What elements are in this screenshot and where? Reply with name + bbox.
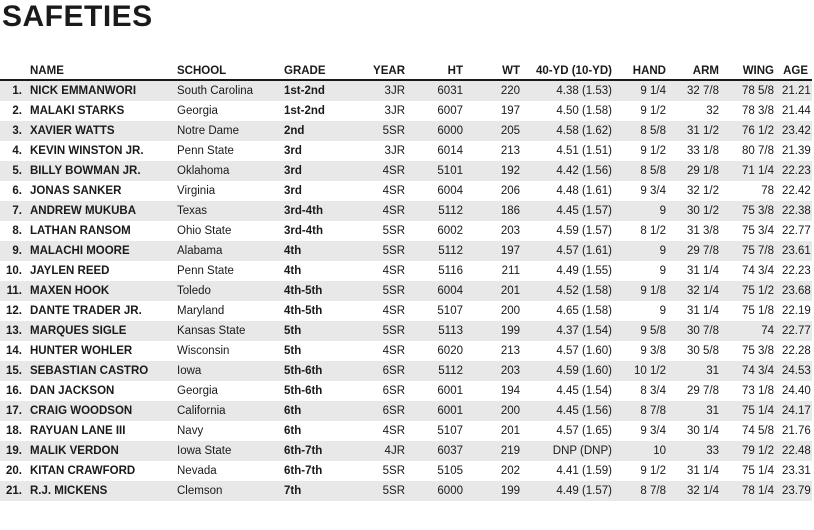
cell-weight: 194 [500,385,520,397]
cell-arm: 31 1/2 [670,121,723,141]
cell-grade: 3rd [284,185,302,197]
table-row [0,101,812,121]
cell-forty: 4.52 (1.58) [524,281,616,301]
cell-name: LATHAN RANSOM [30,225,131,237]
cell-grade: 6th [280,401,350,421]
cell-hand: 9 [616,201,670,221]
cell-hand: 10 1/2 [616,361,670,381]
cell-weight: 213 [500,145,520,157]
cell-year: 6SR [350,361,409,381]
cell-height: 6001 [409,401,467,421]
cell-wing: 75 1/4 [742,465,774,477]
table-row [0,121,812,141]
cell-forty: 4.58 (1.62) [524,121,616,141]
cell-grade: 3rd-4th [284,225,323,237]
cell-height: 5112 [409,201,467,221]
cell-weight: 219 [467,441,524,461]
cell-arm: 29 7/8 [670,241,723,261]
cell-forty: 4.45 (1.57) [524,201,616,221]
cell-grade: 1st-2nd [280,80,350,101]
table-row [0,281,812,301]
cell-forty: DNP (DNP) [524,441,616,461]
cell-hand: 9 5/8 [616,321,670,341]
table-row [0,181,812,201]
cell-age: 21.39 [782,145,811,157]
cell-grade: 2nd [280,121,350,141]
cell-year: 5SR [350,121,409,141]
cell-year: 5SR [350,281,409,301]
cell-rank: 9. [0,241,26,261]
cell-wing: 73 1/8 [742,385,774,397]
cell-school: Maryland [177,305,225,317]
cell-arm: 31 [670,361,723,381]
cell-forty: 4.57 (1.65) [556,425,612,437]
cell-hand: 9 [659,305,666,317]
cell-school: Virginia [177,185,216,197]
cell-name: JONAS SANKER [30,185,122,197]
cell-height: 5112 [409,241,467,261]
cell-forty: 4.65 (1.58) [556,305,612,317]
cell-age: 22.28 [782,345,811,357]
cell-forty: 4.41 (1.59) [556,465,612,477]
cell-age: 23.42 [778,121,812,141]
cell-rank: 13. [0,321,26,341]
cell-rank: 10. [6,265,22,277]
cell-weight: 186 [467,201,524,221]
cell-year: 4SR [382,305,405,317]
table-row [0,381,812,401]
cell-rank: 1. [0,80,26,101]
cell-hand: 9 3/8 [640,345,666,357]
cell-school: South Carolina [173,80,280,101]
table-row [0,301,812,321]
cell-wing: 78 [761,185,774,197]
cell-school: Wisconsin [177,345,230,357]
cell-name: NICK EMMANWORI [26,80,173,101]
cell-grade: 6th-7th [280,441,350,461]
cell-grade: 6th-7th [284,465,323,477]
cell-name: BILLY BOWMAN JR. [26,161,173,181]
cell-year: 4SR [382,185,405,197]
cell-school: Ohio State [177,225,232,237]
cell-weight: 211 [501,265,520,277]
cell-name: JAYLEN REED [30,265,110,277]
safeties-table [0,62,812,501]
cell-school: Georgia [177,105,218,117]
cell-height: 6001 [437,385,463,397]
cell-name: MARQUES SIGLE [26,321,173,341]
cell-school: Clemson [173,481,280,501]
cell-arm: 31 1/4 [687,305,719,317]
cell-age: 22.42 [782,185,811,197]
header-forty: 40-YD (10-YD) [524,62,616,80]
cell-height: 5112 [409,361,467,381]
cell-height: 6020 [437,345,463,357]
table-row [0,361,812,381]
cell-school: Iowa State [173,441,280,461]
cell-hand: 9 1/8 [616,281,670,301]
cell-age: 23.79 [778,481,812,501]
cell-arm: 32 [706,105,719,117]
cell-forty: 4.48 (1.61) [556,185,612,197]
cell-rank: 19. [0,441,26,461]
cell-height: 5105 [437,465,463,477]
cell-rank: 7. [0,201,26,221]
cell-forty: 4.50 (1.58) [556,105,612,117]
cell-name: MALIK VERDON [26,441,173,461]
cell-wing: 75 1/8 [742,305,774,317]
cell-arm: 33 [670,441,723,461]
cell-year: 4SR [382,345,405,357]
cell-wing: 78 3/8 [742,105,774,117]
cell-grade: 7th [280,481,350,501]
cell-age: 22.48 [778,441,812,461]
table-row [0,241,812,261]
cell-arm: 30 7/8 [670,321,723,341]
cell-rank: 16. [6,385,22,397]
cell-name: R.J. MICKENS [26,481,173,501]
cell-age: 23.31 [782,465,811,477]
cell-hand: 8 7/8 [616,481,670,501]
cell-height: 6037 [409,441,467,461]
cell-arm: 32 1/4 [670,481,723,501]
cell-school: Kansas State [173,321,280,341]
header-year: YEAR [350,62,409,80]
cell-year: 3JR [350,80,409,101]
cell-arm: 30 1/4 [687,425,719,437]
cell-wing: 75 3/8 [723,201,778,221]
cell-weight: 201 [467,281,524,301]
table-row [0,141,812,161]
cell-year: 5SR [350,481,409,501]
cell-hand: 8 5/8 [616,161,670,181]
cell-arm: 31 3/8 [687,225,719,237]
cell-school: Oklahoma [173,161,280,181]
cell-height: 5113 [409,321,467,341]
cell-age: 21.76 [782,425,811,437]
table-row [0,401,812,421]
cell-hand: 9 1/4 [616,80,670,101]
cell-forty: 4.59 (1.57) [556,225,612,237]
cell-year: 6SR [350,401,409,421]
cell-grade: 3rd [284,145,302,157]
cell-wing: 74 [723,321,778,341]
cell-grade: 6th [284,425,302,437]
cell-rank: 12. [6,305,22,317]
cell-grade: 4th [280,241,350,261]
cell-wing: 75 3/4 [742,225,774,237]
cell-school: Navy [177,425,204,437]
cell-arm: 29 7/8 [687,385,719,397]
cell-height: 5116 [438,265,463,277]
header-age: AGE [778,62,812,80]
cell-height: 5107 [437,425,463,437]
cell-rank: 21. [0,481,26,501]
cell-weight: 202 [500,465,520,477]
cell-forty: 4.49 (1.57) [524,481,616,501]
cell-hand: 8 5/8 [616,121,670,141]
cell-grade: 5th [280,321,350,341]
cell-weight: 201 [500,425,520,437]
cell-year: 6SR [382,385,405,397]
table-row [0,161,812,181]
table-row [0,261,812,281]
cell-arm: 31 1/4 [687,265,719,277]
cell-weight: 200 [467,401,524,421]
cell-wing: 75 7/8 [723,241,778,261]
cell-wing: 71 1/4 [723,161,778,181]
cell-school: Alabama [173,241,280,261]
cell-year: 5SR [350,241,409,261]
header-wing: WING [723,62,778,80]
cell-rank: 3. [0,121,26,141]
cell-weight: 197 [500,105,520,117]
cell-age: 23.68 [778,281,812,301]
cell-name: MALACHI MOORE [26,241,173,261]
cell-height: 6007 [437,105,463,117]
cell-grade: 4th-5th [284,305,323,317]
table-row [0,341,812,361]
table-row [0,201,812,221]
cell-year: 5SR [382,465,405,477]
cell-height: 5101 [409,161,467,181]
cell-school: California [173,401,280,421]
cell-age: 24.17 [778,401,812,421]
table-row [0,421,812,441]
cell-school: Georgia [177,385,218,397]
cell-weight: 197 [467,241,524,261]
cell-hand: 9 3/4 [640,185,666,197]
table-row [0,321,812,341]
cell-grade: 4th-5th [280,281,350,301]
cell-weight: 213 [500,345,520,357]
cell-arm: 32 1/2 [687,185,719,197]
cell-height: 6000 [409,481,467,501]
cell-height: 6002 [437,225,463,237]
cell-year: 4SR [382,265,405,277]
cell-rank: 4. [12,145,22,157]
cell-weight: 203 [467,361,524,381]
cell-name: DANTE TRADER JR. [30,305,142,317]
cell-hand: 9 1/2 [640,145,666,157]
cell-forty: 4.51 (1.51) [556,145,612,157]
cell-name: SEBASTIAN CASTRO [26,361,173,381]
cell-forty: 4.45 (1.56) [524,401,616,421]
header-arm: ARM [670,62,723,80]
cell-height: 6004 [437,185,463,197]
cell-height: 6000 [409,121,467,141]
cell-arm: 32 1/4 [670,281,723,301]
table-row [0,221,812,241]
cell-rank: 11. [0,281,26,301]
cell-hand: 8 3/4 [640,385,666,397]
cell-weight: 203 [500,225,520,237]
cell-school: Toledo [173,281,280,301]
cell-weight: 192 [467,161,524,181]
cell-grade: 3rd-4th [280,201,350,221]
cell-grade: 5th-6th [280,361,350,381]
cell-age: 22.23 [782,265,811,277]
table-row [0,481,812,501]
page-title: SAFETIES [2,0,153,33]
cell-height: 6004 [409,281,467,301]
table-row [0,461,812,481]
cell-arm: 30 1/2 [670,201,723,221]
cell-arm: 30 5/8 [687,345,719,357]
cell-school: Penn State [177,265,234,277]
cell-age: 22.77 [782,225,811,237]
cell-year: 5SR [382,225,405,237]
cell-arm: 29 1/8 [670,161,723,181]
cell-rank: 14. [6,345,22,357]
cell-height: 6031 [409,80,467,101]
cell-rank: 17. [0,401,26,421]
cell-arm: 33 1/8 [687,145,719,157]
cell-weight: 199 [467,481,524,501]
cell-year: 3JR [384,105,405,117]
cell-age: 24.40 [782,385,811,397]
cell-arm: 32 7/8 [670,80,723,101]
cell-forty: 4.59 (1.60) [524,361,616,381]
cell-rank: 8. [12,225,22,237]
cell-rank: 15. [0,361,26,381]
cell-age: 21.21 [778,80,812,101]
cell-arm: 31 1/4 [687,465,719,477]
cell-age: 22.23 [778,161,812,181]
cell-forty: 4.45 (1.54) [556,385,612,397]
cell-year: 4JR [350,441,409,461]
cell-wing: 78 5/8 [723,80,778,101]
table-row [0,441,812,461]
cell-arm: 31 [670,401,723,421]
cell-height: 5107 [437,305,463,317]
cell-wing: 76 1/2 [723,121,778,141]
cell-name: KITAN CRAWFORD [30,465,136,477]
cell-rank: 20. [6,465,22,477]
cell-wing: 75 1/4 [723,401,778,421]
cell-wing: 74 5/8 [742,425,774,437]
cell-year: 5SR [350,321,409,341]
cell-forty: 4.57 (1.61) [524,241,616,261]
cell-weight: 220 [467,80,524,101]
cell-name: HUNTER WOHLER [30,345,133,357]
header-school: SCHOOL [173,62,280,80]
header-hand: HAND [616,62,670,80]
cell-name: MALAKI STARKS [30,105,125,117]
cell-wing: 74 3/4 [742,265,774,277]
cell-age: 22.77 [778,321,812,341]
cell-school: Notre Dame [173,121,280,141]
cell-age: 22.38 [778,201,812,221]
cell-grade: 5th [284,345,302,357]
cell-wing: 78 1/4 [723,481,778,501]
cell-weight: 205 [467,121,524,141]
cell-grade: 3rd [280,161,350,181]
cell-hand: 8 1/2 [640,225,666,237]
cell-school: Nevada [177,465,217,477]
header-name: NAME [26,62,173,80]
cell-hand: 9 1/2 [640,465,666,477]
cell-weight: 200 [500,305,520,317]
header-grade: GRADE [280,62,350,80]
cell-year: 4SR [350,201,409,221]
cell-school: Texas [173,201,280,221]
cell-weight: 206 [500,185,520,197]
cell-year: 4SR [350,161,409,181]
cell-age: 24.53 [778,361,812,381]
cell-hand: 9 [616,241,670,261]
cell-grade: 5th-6th [284,385,323,397]
cell-wing: 75 3/8 [742,345,774,357]
header-row [0,62,812,80]
cell-year: 3JR [384,145,405,157]
header-rank [0,62,26,80]
table-row [0,80,812,101]
cell-name: KEVIN WINSTON JR. [30,145,144,157]
header-weight: WT [467,62,524,80]
cell-hand: 9 3/4 [640,425,666,437]
cell-name: XAVIER WATTS [26,121,173,141]
cell-age: 23.61 [778,241,812,261]
cell-forty: 4.38 (1.53) [524,80,616,101]
cell-forty: 4.37 (1.54) [524,321,616,341]
cell-name: ANDREW MUKUBA [26,201,173,221]
cell-name: MAXEN HOOK [26,281,173,301]
cell-school: Iowa [173,361,280,381]
cell-forty: 4.57 (1.60) [556,345,612,357]
cell-age: 22.19 [782,305,811,317]
cell-year: 4SR [382,425,405,437]
cell-wing: 74 3/4 [723,361,778,381]
cell-name: CRAIG WOODSON [26,401,173,421]
cell-grade: 1st-2nd [284,105,325,117]
header-height: HT [409,62,467,80]
cell-wing: 75 1/2 [723,281,778,301]
cell-forty: 4.49 (1.55) [556,265,612,277]
table-body [0,80,812,501]
cell-weight: 199 [467,321,524,341]
cell-school: Penn State [177,145,234,157]
cell-height: 6014 [437,145,463,157]
cell-hand: 10 [616,441,670,461]
cell-name: DAN JACKSON [30,385,115,397]
table-header [0,62,812,80]
cell-grade: 4th [284,265,302,277]
cell-wing: 80 7/8 [742,145,774,157]
cell-wing: 79 1/2 [723,441,778,461]
cell-hand: 9 1/2 [640,105,666,117]
cell-rank: 2. [12,105,22,117]
cell-rank: 6. [12,185,22,197]
cell-forty: 4.42 (1.56) [524,161,616,181]
cell-rank: 5. [0,161,26,181]
cell-rank: 18. [6,425,22,437]
cell-age: 21.44 [782,105,811,117]
cell-name: RAYUAN LANE III [30,425,126,437]
cell-hand: 8 7/8 [616,401,670,421]
cell-hand: 9 [659,265,666,277]
